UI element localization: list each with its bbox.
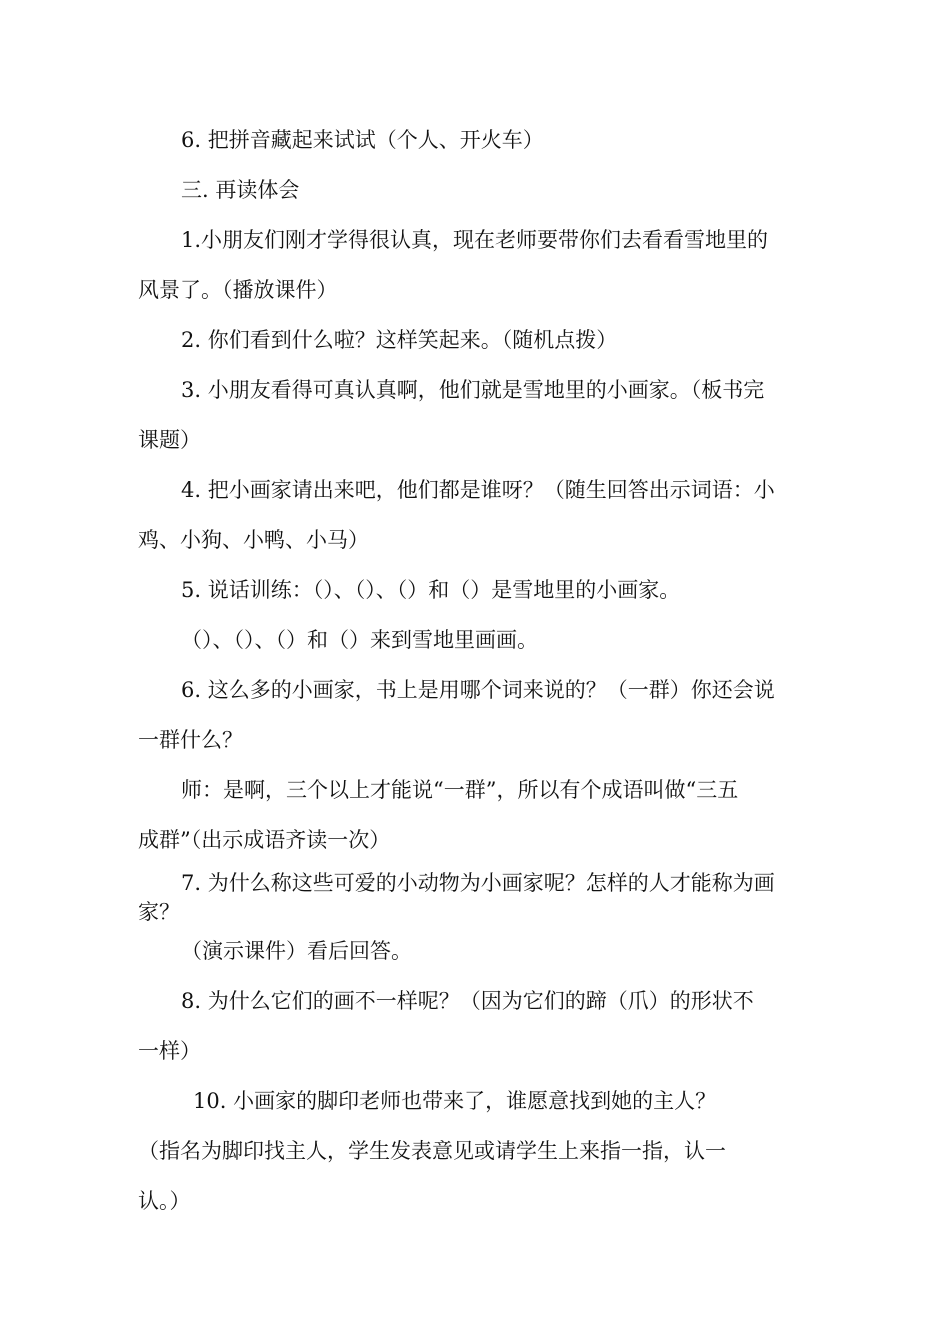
- item-10-line-3: 认。）: [138, 1189, 191, 1213]
- item-4-line-1: 4. 把小画家请出来吧，他们都是谁呀？（随生回答出示词语：小: [181, 478, 775, 502]
- item-10-line-1: 10. 小画家的脚印老师也带来了，谁愿意找到她的主人？: [193, 1089, 717, 1113]
- item-2-text: 2. 你们看到什么啦？这样笑起来。（随机点拨）: [181, 328, 618, 352]
- item-1-line-1: 1.小朋友们刚才学得很认真，现在老师要带你们去看看雪地里的: [181, 228, 769, 252]
- teacher-line-1: 师：是啊，三个以上才能说“一群”，所以有个成语叫做“三五: [181, 778, 739, 802]
- item-3-line-1: 3. 小朋友看得可真认真啊，他们就是雪地里的小画家。（板书完: [181, 378, 765, 402]
- item-8-line-2: 一样）: [138, 1039, 201, 1063]
- item-7-line-1: 7. 为什么称这些可爱的小动物为小画家呢？怎样的人才能称为画: [181, 871, 775, 895]
- item-6-line-2: 一群什么？: [138, 728, 243, 752]
- item-5-line-1: 5. 说话训练：（）、（）、（）和（）是雪地里的小画家。: [181, 578, 681, 602]
- item-7-line-2: 家？: [138, 900, 180, 924]
- teacher-line-2: 成群”（出示成语齐读一次）: [138, 828, 391, 852]
- step-6-text: 6. 把拼音藏起来试试（个人、开火车）: [181, 128, 544, 152]
- item-10-line-2: （指名为脚印找主人，学生发表意见或请学生上来指一指，认一: [138, 1139, 726, 1163]
- item-7-line-3: （演示课件）看后回答。: [181, 939, 412, 963]
- item-3-line-2: 课题）: [138, 428, 201, 452]
- item-6-line-1: 6. 这么多的小画家，书上是用哪个词来说的？（一群）你还会说: [181, 678, 775, 702]
- section-three-heading: 三. 再读体会: [181, 178, 300, 202]
- item-4-line-2: 鸡、小狗、小鸭、小马）: [138, 528, 369, 552]
- item-8-line-1: 8. 为什么它们的画不一样呢？（因为它们的蹄（爪）的形状不: [181, 989, 754, 1013]
- item-5-line-2: （）、（）、（）和（）来到雪地里画画。: [181, 628, 538, 652]
- item-1-line-2: 风景了。（播放课件）: [138, 278, 338, 302]
